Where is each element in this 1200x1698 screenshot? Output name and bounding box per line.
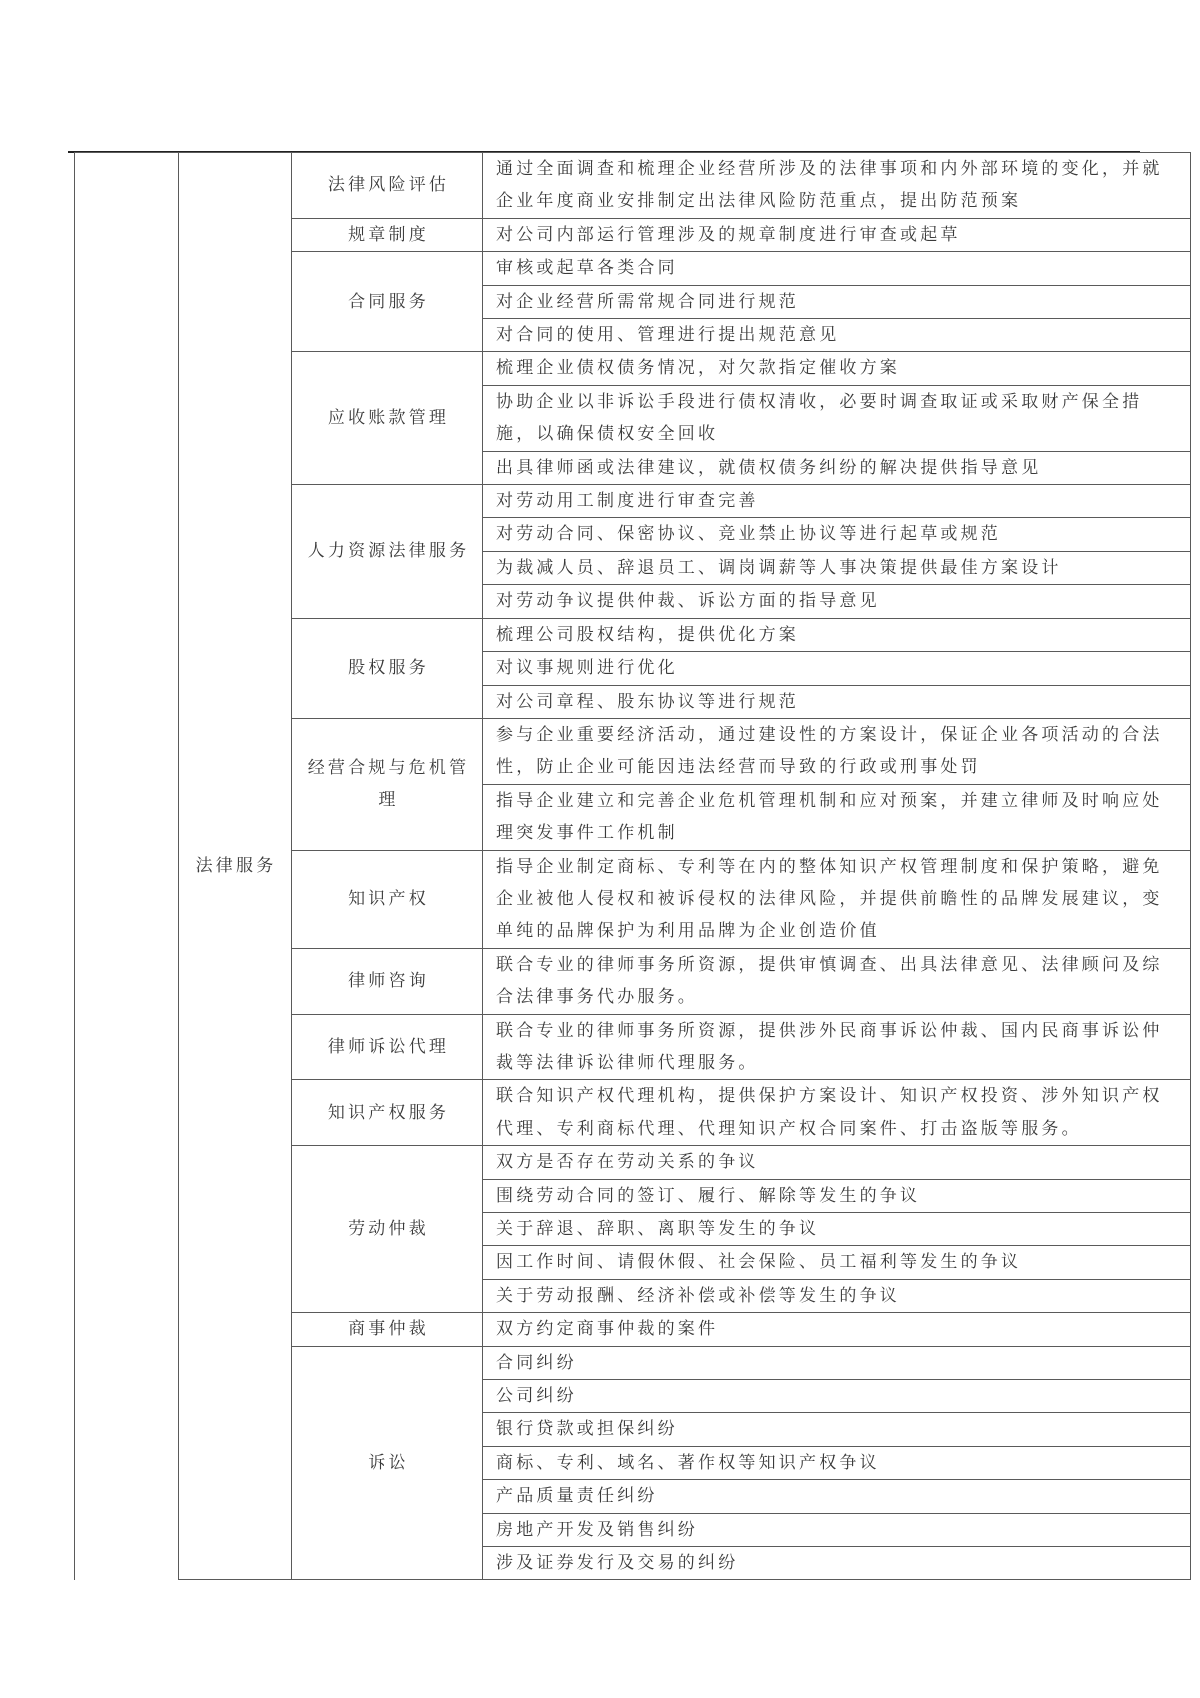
category-label: 规章制度 <box>292 218 483 251</box>
category-label: 法律风险评估 <box>292 153 483 219</box>
service-description: 为裁减人员、辞退员工、调岗调薪等人事决策提供最佳方案设计 <box>483 551 1191 584</box>
service-description: 对公司内部运行管理涉及的规章制度进行审查或起草 <box>483 218 1191 251</box>
service-description: 因工作时间、请假休假、社会保险、员工福利等发生的争议 <box>483 1246 1191 1279</box>
service-description: 参与企业重要经济活动，通过建设性的方案设计，保证企业各项活动的合法性，防止企业可能因违法经营而导致的行政或刑事处罚 <box>483 718 1191 784</box>
category-label: 劳动仲裁 <box>292 1146 483 1313</box>
blank-column-cell <box>75 153 179 1580</box>
service-description: 对公司章程、股东协议等进行规范 <box>483 685 1191 718</box>
service-description: 双方是否存在劳动关系的争议 <box>483 1146 1191 1179</box>
service-description: 双方约定商事仲裁的案件 <box>483 1313 1191 1346</box>
service-description: 审核或起草各类合同 <box>483 252 1191 285</box>
service-description: 对劳动争议提供仲裁、诉讼方面的指导意见 <box>483 585 1191 618</box>
category-label: 知识产权服务 <box>292 1080 483 1146</box>
service-description: 出具律师函或法律建议，就债权债务纠纷的解决提供指导意见 <box>483 451 1191 484</box>
service-description: 梳理企业债权债务情况，对欠款指定催收方案 <box>483 352 1191 385</box>
service-description: 指导企业建立和完善企业危机管理机制和应对预案，并建立律师及时响应处理突发事件工作机制 <box>483 784 1191 850</box>
legal-services-table <box>74 152 1191 1580</box>
category-label: 股权服务 <box>292 618 483 718</box>
category-label: 应收账款管理 <box>292 352 483 485</box>
service-description: 合同纠纷 <box>483 1346 1191 1379</box>
service-description: 通过全面调查和梳理企业经营所涉及的法律事项和内外部环境的变化，并就企业年度商业安排制定出法律风险防范重点，提出防范预案 <box>483 153 1191 219</box>
category-label: 知识产权 <box>292 850 483 948</box>
service-description: 涉及证券发行及交易的纠纷 <box>483 1547 1191 1580</box>
service-description: 关于劳动报酬、经济补偿或补偿等发生的争议 <box>483 1279 1191 1312</box>
category-label: 律师诉讼代理 <box>292 1014 483 1080</box>
category-label: 经营合规与危机管理 <box>292 718 483 850</box>
service-description: 房地产开发及销售纠纷 <box>483 1513 1191 1546</box>
service-description: 银行贷款或担保纠纷 <box>483 1413 1191 1446</box>
service-description: 联合知识产权代理机构，提供保护方案设计、知识产权投资、涉外知识产权代理、专利商标代理、代理知识产权合同案件、打击盗版等服务。 <box>483 1080 1191 1146</box>
service-description: 对劳动合同、保密协议、竞业禁止协议等进行起草或规范 <box>483 518 1191 551</box>
section-label: 法律服务 <box>179 153 292 1580</box>
category-label: 律师咨询 <box>292 948 483 1014</box>
service-description: 商标、专利、域名、著作权等知识产权争议 <box>483 1446 1191 1479</box>
category-label: 商事仲裁 <box>292 1313 483 1346</box>
category-label: 人力资源法律服务 <box>292 485 483 619</box>
table-body <box>75 153 1191 1580</box>
service-description: 围绕劳动合同的签订、履行、解除等发生的争议 <box>483 1179 1191 1212</box>
service-description: 指导企业制定商标、专利等在内的整体知识产权管理制度和保护策略，避免企业被他人侵权和被诉侵权的法律风险，并提供前瞻性的品牌发展建议，变单纯的品牌保护为利用品牌为企业创造价值 <box>483 850 1191 948</box>
service-description: 关于辞退、辞职、离职等发生的争议 <box>483 1213 1191 1246</box>
table-row <box>75 153 1191 219</box>
service-description: 产品质量责任纠纷 <box>483 1480 1191 1513</box>
service-description: 协助企业以非诉讼手段进行债权清收，必要时调查取证或采取财产保全措施，以确保债权安全回收 <box>483 385 1191 451</box>
service-description: 梳理公司股权结构，提供优化方案 <box>483 618 1191 651</box>
service-description: 公司纠纷 <box>483 1380 1191 1413</box>
service-description: 联合专业的律师事务所资源，提供涉外民商事诉讼仲裁、国内民商事诉讼仲裁等法律诉讼律师代理服务。 <box>483 1014 1191 1080</box>
service-description: 对劳动用工制度进行审查完善 <box>483 485 1191 518</box>
service-description: 对合同的使用、管理进行提出规范意见 <box>483 319 1191 352</box>
category-label: 合同服务 <box>292 252 483 352</box>
service-description: 对企业经营所需常规合同进行规范 <box>483 285 1191 318</box>
category-label: 诉讼 <box>292 1346 483 1580</box>
service-description: 联合专业的律师事务所资源，提供审慎调查、出具法律意见、法律顾问及综合法律事务代办服务。 <box>483 948 1191 1014</box>
service-description: 对议事规则进行优化 <box>483 652 1191 685</box>
